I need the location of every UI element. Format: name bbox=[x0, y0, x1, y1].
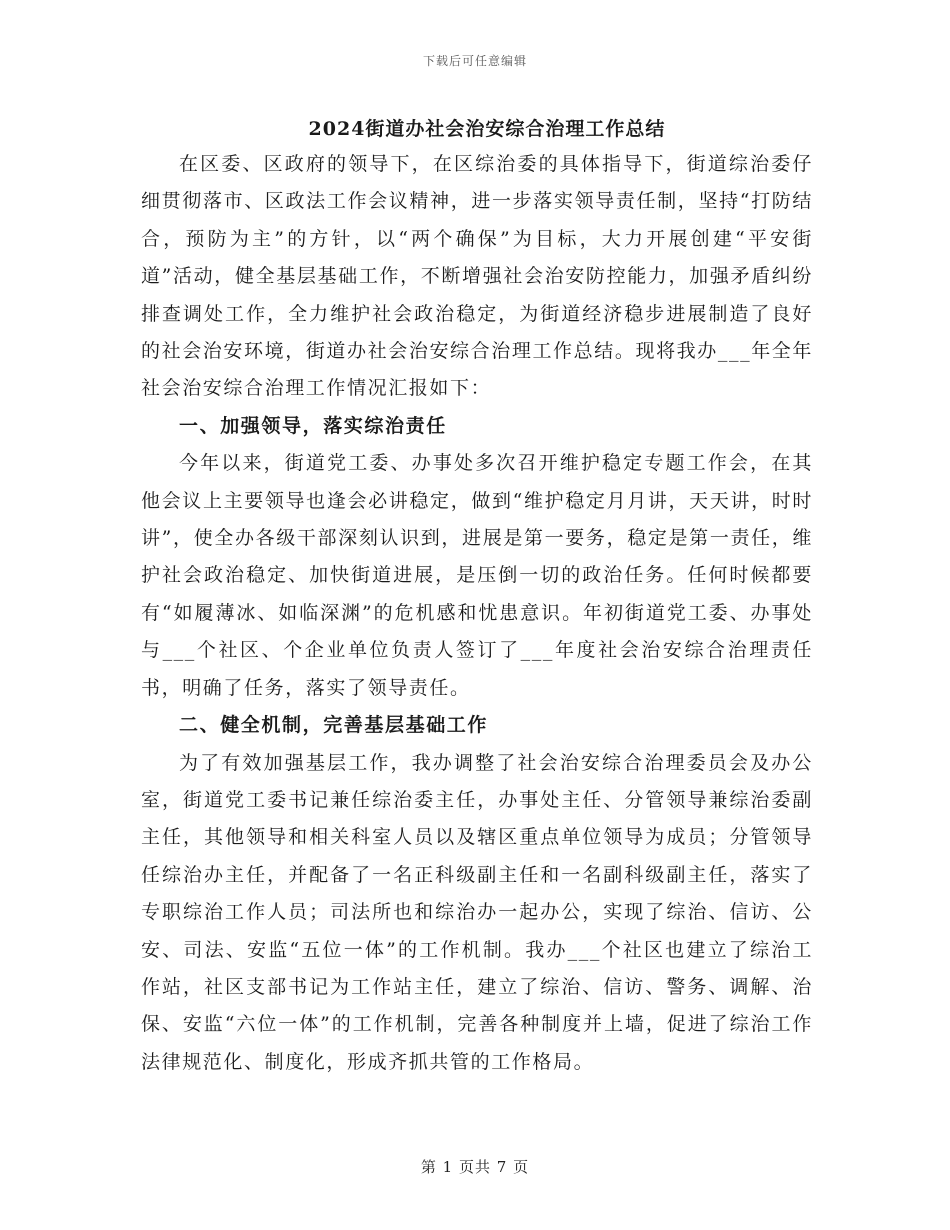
document-body bbox=[141, 112, 813, 1081]
section-body-2: 为了有效加强基层工作，我办调整了社会治安综合治理委员会及办公室，街道党工委书记兼任综治委主任，办事处主任、分管领导兼综治委副主任，其他领导和相关科室人员以及辖区重点单位领导为成员；分管领导任综治办主任，并配备了一名正科级副主任和一名副科级副主任，落实了专职综治工作人员；司法所也和综治办一起办公，实现了综治、信访、公安、司法、安监“五位一体”的工作机制。我办___个社区也建立了综治工作站，社区支部书记为工作站主任，建立了综治、信访、警务、调解、治保、安监“六位一体”的工作机制，完善各种制度并上墙，促进了综治工作法律规范化、制度化，形成齐抓共管的工作格局。 bbox=[141, 751, 813, 1073]
section-heading-2: 二、健全机制，完善基层基础工作 bbox=[179, 714, 489, 737]
page-number: 第 1 页共 7 页 bbox=[420, 1158, 530, 1176]
section-body-1: 今年以来，街道党工委、办事处多次召开维护稳定专题工作会，在其他会议上主要领导也逢会必讲稳定，做到“维护稳定月月讲，天天讲，时时讲”，使全办各级干部深刻认识到，进展是第一要务，稳定是第一责任，维护社会政治稳定、加快街道进展，是压倒一切的政治任务。任何时候都要有“如履薄冰、如临深渊”的危机感和忧患意识。年初街道党工委、办事处与___个社区、个企业单位负责人签订了___年度社会治安综合治理责任书，明确了任务，落实了领导责任。 bbox=[141, 452, 813, 699]
section-heading-1: 一、加强领导，落实综治责任 bbox=[179, 414, 447, 437]
document-title: 2024街道办社会治安综合治理工作总结 bbox=[308, 118, 666, 140]
header-note: 下载后可任意编辑 bbox=[422, 54, 527, 68]
intro-paragraph: 在区委、区政府的领导下，在区综治委的具体指导下，街道综治委仔细贯彻落市、区政法工作会议精神，进一步落实领导责任制，坚持“打防结合，预防为主”的方针，以“两个确保”为目标，大力开展创建“平安街道”活动，健全基层基础工作，不断增强社会治安防控能力，加强矛盾纠纷排查调处工作，全力维护社会政治稳定，为街道经济稳步进展制造了良好的社会治安环境，街道办社会治安综合治理工作总结。现将我办___年全年社会治安综合治理工作情况汇报如下： bbox=[141, 153, 813, 400]
